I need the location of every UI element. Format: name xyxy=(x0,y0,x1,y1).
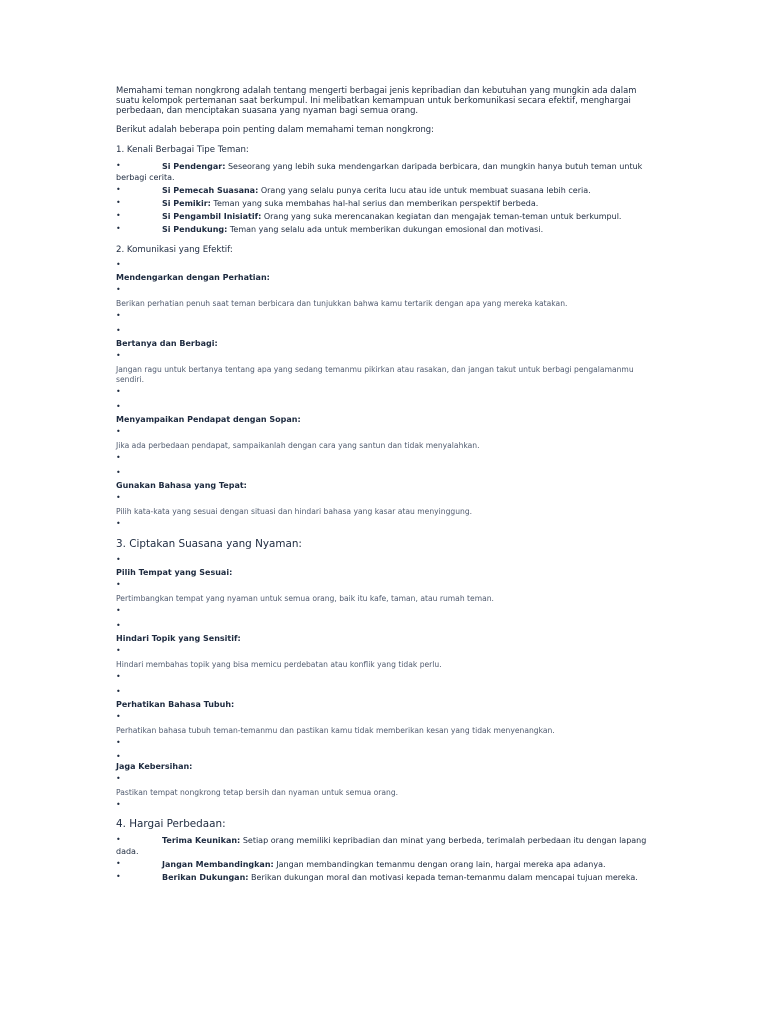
list-item xyxy=(116,185,656,196)
item-label: Hindari Topik yang Sensitif: xyxy=(116,634,241,643)
bullet-icon: • xyxy=(116,427,121,436)
bullet-icon: • xyxy=(116,712,121,721)
intro-lead: Berikut adalah beberapa poin penting dalam memahami teman nongkrong: xyxy=(116,124,434,134)
list-item-text: Teman yang selalu ada untuk memberikan dukungan emosional dan motivasi. xyxy=(229,225,544,234)
bullet-icon: • xyxy=(116,752,121,761)
section-heading-4: 4. Hargai Perbedaan: xyxy=(116,818,226,830)
article-body xyxy=(116,85,656,883)
item-label: Menyampaikan Pendapat dengan Sopan: xyxy=(116,415,301,424)
list-item-term: Si Pendukung: xyxy=(162,225,228,234)
item-description: Pastikan tempat nongkrong tetap bersih dan nyaman untuk semua orang. xyxy=(116,788,399,797)
bullet-icon: • xyxy=(116,311,121,320)
bullet-icon: • xyxy=(116,351,121,360)
bullet-icon: • xyxy=(116,285,121,294)
list-item-text: Jangan membandingkan temanmu dengan orang lain, hargai mereka apa adanya. xyxy=(276,860,606,869)
list-item-term: Jangan Membandingkan: xyxy=(162,860,274,869)
section-heading-1: 1. Kenali Berbagai Tipe Teman: xyxy=(116,145,249,155)
list-item-term: Si Pengambil Inisiatif: xyxy=(162,212,262,221)
section-heading-3: 3. Ciptakan Suasana yang Nyaman: xyxy=(116,538,302,550)
bullet-icon: • xyxy=(116,738,121,747)
bullet-icon: • xyxy=(116,859,121,868)
item-description: Pilih kata-kata yang sesuai dengan situasi dan hindari bahasa yang kasar atau menyinggung. xyxy=(116,507,473,516)
list-item-term: Berikan Dukungan: xyxy=(162,873,249,882)
list-item xyxy=(116,211,656,222)
bullet-icon: • xyxy=(116,800,121,809)
bullet-icon: • xyxy=(116,872,121,881)
list-item-text: Berikan dukungan moral dan motivasi kepada teman-temanmu dalam mencapai tujuan mereka. xyxy=(251,873,638,882)
bullet-icon: • xyxy=(116,326,121,335)
bullet-icon: • xyxy=(116,387,121,396)
bullet-icon: • xyxy=(116,468,121,477)
list-item-text: Seseorang yang lebih suka mendengarkan daripada berbicara, dan mungkin hanya butuh teman untuk berbagi cerita. xyxy=(116,162,643,182)
bullet-icon: • xyxy=(116,687,121,696)
list-item-text: Orang yang suka merencanakan kegiatan dan mengajak teman-teman untuk berkumpul. xyxy=(263,212,622,221)
section-heading-2: 2. Komunikasi yang Efektif: xyxy=(116,245,233,255)
bullet-icon: • xyxy=(116,774,121,783)
list-item-term: Terima Keunikan: xyxy=(162,836,241,845)
bullet-icon: • xyxy=(116,555,121,564)
bullet-icon: • xyxy=(116,198,121,207)
item-description: Jangan ragu untuk bertanya tentang apa yang sedang temanmu pikirkan atau rasakan, dan jangan takut untuk berbagi pengalamanmu sendiri. xyxy=(116,365,634,384)
list-item xyxy=(116,859,656,870)
list-item-term: Si Pendengar: xyxy=(162,162,226,171)
item-description: Jika ada perbedaan pendapat, sampaikanlah dengan cara yang santun dan tidak menyalahkan. xyxy=(116,441,480,450)
item-label: Gunakan Bahasa yang Tepat: xyxy=(116,481,247,490)
list-item xyxy=(116,161,656,183)
item-description: Berikan perhatian penuh saat teman berbicara dan tunjukkan bahwa kamu tertarik dengan apa yang mereka katakan. xyxy=(116,299,568,308)
list-item-text: Teman yang suka membahas hal-hal serius dan memberikan perspektif berbeda. xyxy=(213,199,539,208)
list-item xyxy=(116,835,656,857)
list-item xyxy=(116,872,656,883)
item-description: Hindari membahas topik yang bisa memicu perdebatan atau konflik yang tidak perlu. xyxy=(116,660,442,669)
bullet-icon: • xyxy=(116,519,121,528)
item-label: Mendengarkan dengan Perhatian: xyxy=(116,273,270,282)
bullet-icon: • xyxy=(116,835,121,844)
bullet-icon: • xyxy=(116,672,121,681)
bullet-icon: • xyxy=(116,621,121,630)
bullet-icon: • xyxy=(116,453,121,462)
bullet-icon: • xyxy=(116,493,121,502)
list-item xyxy=(116,198,656,209)
item-label: Jaga Kebersihan: xyxy=(116,762,193,771)
item-description: Perhatikan bahasa tubuh teman-temanmu dan pastikan kamu tidak memberikan kesan yang tidak menyenangkan. xyxy=(116,726,555,735)
item-description: Pertimbangkan tempat yang nyaman untuk semua orang, baik itu kafe, taman, atau rumah teman. xyxy=(116,594,494,603)
bullet-icon: • xyxy=(116,260,121,269)
bullet-icon: • xyxy=(116,211,121,220)
bullet-icon: • xyxy=(116,185,121,194)
bullet-icon: • xyxy=(116,402,121,411)
bullet-icon: • xyxy=(116,580,121,589)
list-item xyxy=(116,224,656,235)
item-label: Pilih Tempat yang Sesuai: xyxy=(116,568,233,577)
item-label: Perhatikan Bahasa Tubuh: xyxy=(116,700,235,709)
item-label: Bertanya dan Berbagi: xyxy=(116,339,218,348)
intro-paragraph: Memahami teman nongkrong adalah tentang mengerti berbagai jenis kepribadian dan kebutuhan yang mungkin ada dalam suatu kelompok pertemanan saat berkumpul. Ini melibatkan kemampuan untuk berkomunikasi secara efektif, menghargai perbedaan, dan menciptakan suasana yang nyaman bagi semua orang. xyxy=(116,85,637,115)
bullet-icon: • xyxy=(116,161,121,170)
list-item-text: Setiap orang memiliki kepribadian dan minat yang berbeda, terimalah perbedaan itu dengan lapang dada. xyxy=(116,836,647,856)
list-item-term: Si Pemecah Suasana: xyxy=(162,186,259,195)
bullet-icon: • xyxy=(116,606,121,615)
list-item-text: Orang yang selalu punya cerita lucu atau ide untuk membuat suasana lebih ceria. xyxy=(260,186,591,195)
bullet-icon: • xyxy=(116,646,121,655)
list-item-term: Si Pemikir: xyxy=(162,199,211,208)
bullet-icon: • xyxy=(116,224,121,233)
